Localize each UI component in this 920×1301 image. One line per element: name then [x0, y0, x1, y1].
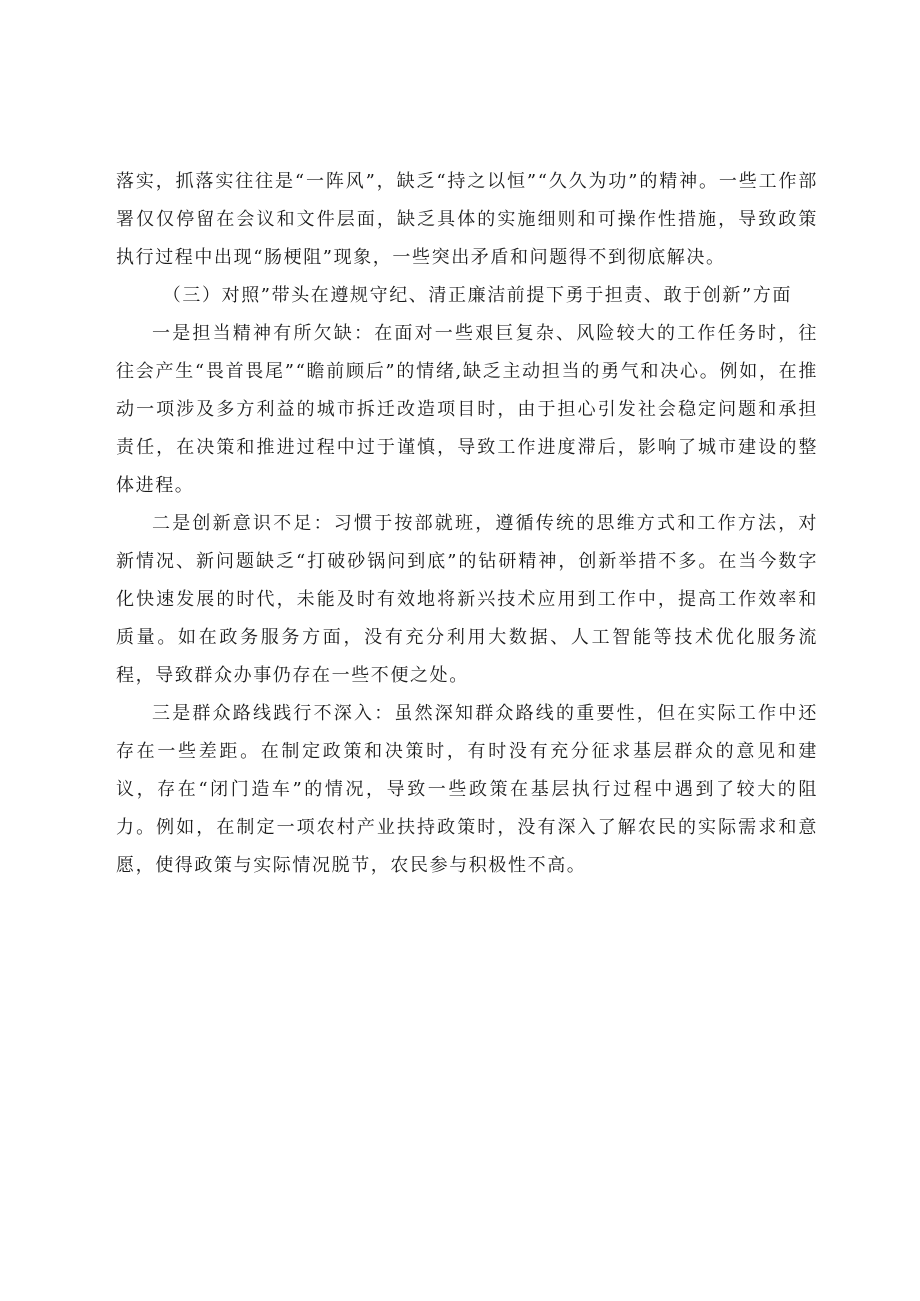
- section-heading: （三）对照”带头在遵规守纪、清正廉洁前提下勇于担责、敢于创新”方面: [162, 285, 792, 306]
- paragraph-innovation: 二是创新意识不足：习惯于按部就班，遵循传统的思维方式和工作方法，对新情况、新问题缺乏“打破砂锅问到底”的钻研精神，创新举措不多。在当今数字化快速发展的时代，未能及时有效地将新兴技术应用到工作中，提高工作效率和质量。如在政务服务方面，没有充分利用大数据、人工智能等技术优化服务流程，导致群众办事仍存在一些不便之处。: [116, 513, 818, 686]
- paragraph-continuation: 落实，抓落实往往是“一阵风”，缺乏“持之以恒”“久久为功”的精神。一些工作部署仅仅停留在会议和文件层面，缺乏具体的实施细则和可操作性措施，导致政策执行过程中出现“肠梗阻”现象，一些突出矛盾和问题得不到彻底解决。: [116, 171, 818, 268]
- document-body: [116, 163, 818, 885]
- paragraph-responsibility: 一是担当精神有所欠缺：在面对一些艰巨复杂、风险较大的工作任务时，往往会产生“畏首畏尾”“瞻前顾后”的情绪,缺乏主动担当的勇气和决心。例如，在推动一项涉及多方利益的城市拆迁改造项目时，由于担心引发社会稳定问题和承担责任，在决策和推进过程中过于谨慎，导致工作进度滞后，影响了城市建设的整体进程。: [116, 323, 818, 496]
- paragraph-mass-line: 三是群众路线践行不深入：虽然深知群众路线的重要性，但在实际工作中还存在一些差距。在制定政策和决策时，有时没有充分征求基层群众的意见和建议，存在“闭门造车”的情况，导致一些政策在基层执行过程中遇到了较大的阻力。例如，在制定一项农村产业扶持政策时，没有深入了解农民的实际需求和意愿，使得政策与实际情况脱节，农民参与积极性不高。: [116, 703, 818, 876]
